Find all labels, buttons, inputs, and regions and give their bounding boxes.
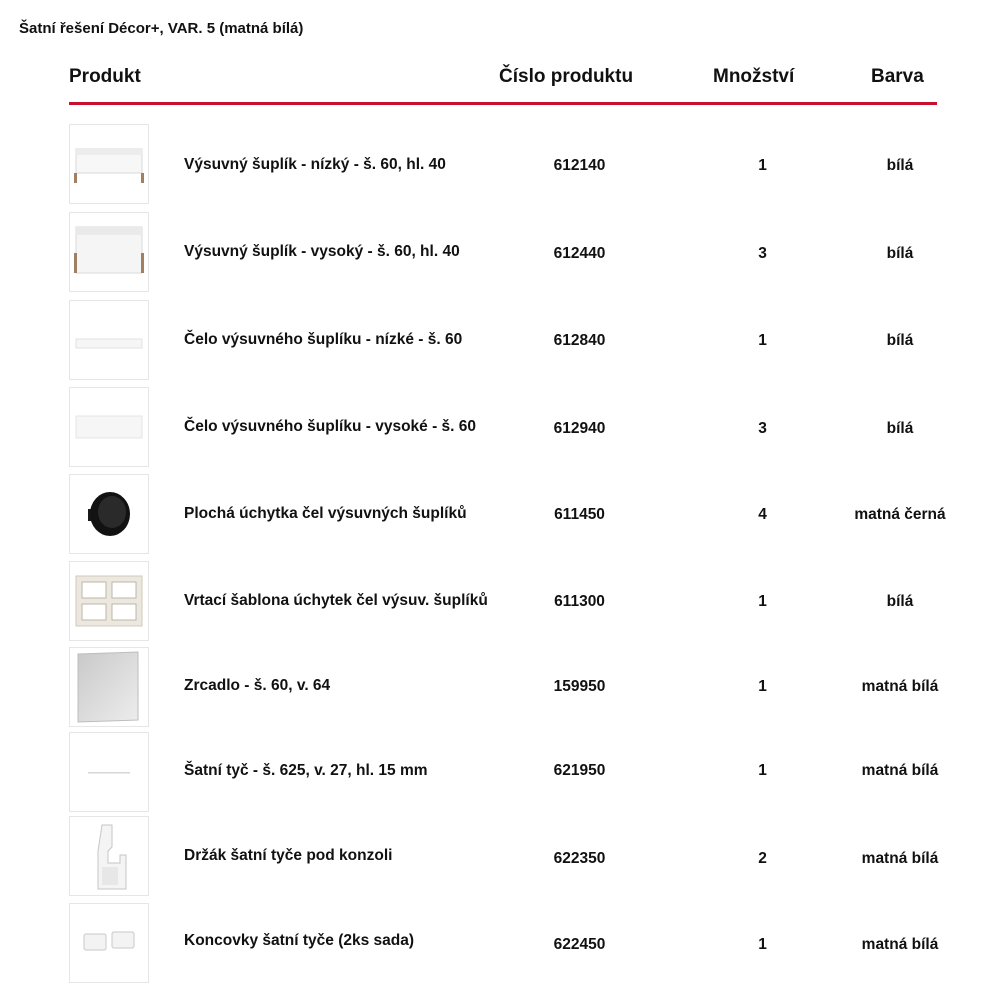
drawer-high-image — [69, 212, 149, 292]
header-product-code: Číslo produktu — [499, 66, 634, 87]
table-row — [0, 903, 1000, 985]
table-row — [0, 212, 1000, 294]
rail-end-caps-image — [69, 903, 149, 983]
drilling-template-image — [69, 561, 149, 641]
header-quantity: Množství — [713, 66, 795, 87]
product-quantity: 1 — [758, 157, 767, 174]
rail-holder-image — [69, 816, 149, 896]
table-row — [0, 387, 1000, 469]
header-color: Barva — [871, 66, 924, 87]
table-row — [0, 561, 1000, 643]
product-code: 612140 — [553, 157, 606, 174]
product-quantity: 2 — [758, 850, 767, 867]
product-quantity: 3 — [758, 245, 767, 262]
product-quantity: 3 — [758, 420, 767, 437]
product-quantity: 1 — [758, 762, 767, 779]
product-quantity: 1 — [758, 593, 767, 610]
product-name: Šatní tyč - š. 625, v. 27, hl. 15 mm — [184, 762, 428, 779]
product-color: bílá — [886, 593, 914, 610]
product-code: 611450 — [554, 506, 605, 523]
product-quantity: 4 — [758, 506, 767, 523]
product-name: Držák šatní tyče pod konzoli — [184, 847, 393, 864]
product-quantity: 1 — [758, 332, 767, 349]
product-name: Vrtací šablona úchytek čel výsuv. šuplíků — [184, 592, 488, 609]
header-divider — [69, 102, 937, 105]
product-color: matná bílá — [861, 936, 939, 953]
table-row — [0, 732, 1000, 814]
table-row — [0, 816, 1000, 898]
clothes-rail-image — [69, 732, 149, 812]
product-color: bílá — [886, 157, 914, 174]
table-row — [0, 647, 1000, 729]
table-header — [0, 66, 1000, 96]
product-name: Zrcadlo - š. 60, v. 64 — [184, 677, 331, 694]
product-code: 159950 — [553, 678, 606, 695]
product-name: Čelo výsuvného šuplíku - nízké - š. 60 — [184, 331, 463, 348]
header-product: Produkt — [69, 66, 141, 87]
table-row — [0, 474, 1000, 556]
product-name: Výsuvný šuplík - vysoký - š. 60, hl. 40 — [184, 243, 460, 260]
product-name: Koncovky šatní tyče (2ks sada) — [184, 932, 415, 949]
knob-handle-image — [69, 474, 149, 554]
product-quantity: 1 — [758, 936, 767, 953]
page-title: Šatní řešení Décor+, VAR. 5 (matná bílá) — [19, 20, 304, 37]
table-row — [0, 300, 1000, 382]
product-code: 612940 — [553, 420, 606, 437]
product-color: matná bílá — [861, 678, 939, 695]
product-name: Plochá úchytka čel výsuvných šuplíků — [184, 505, 467, 522]
product-color: bílá — [886, 245, 914, 262]
product-color: bílá — [886, 332, 914, 349]
product-color: matná bílá — [861, 850, 939, 867]
product-color: matná černá — [854, 506, 946, 523]
product-color: matná bílá — [861, 762, 939, 779]
product-color: bílá — [886, 420, 914, 437]
product-code: 622350 — [553, 850, 606, 867]
product-code: 612840 — [553, 332, 606, 349]
drawer-front-high-image — [69, 387, 149, 467]
table-row — [0, 124, 1000, 206]
product-name: Výsuvný šuplík - nízký - š. 60, hl. 40 — [184, 156, 446, 173]
drawer-front-low-image — [69, 300, 149, 380]
product-code: 622450 — [553, 936, 606, 953]
product-code: 621950 — [553, 762, 606, 779]
product-quantity: 1 — [758, 678, 767, 695]
mirror-image — [69, 647, 149, 727]
drawer-low-image — [69, 124, 149, 204]
product-code: 611300 — [554, 593, 605, 610]
product-code: 612440 — [553, 245, 606, 262]
product-name: Čelo výsuvného šuplíku - vysoké - š. 60 — [184, 418, 477, 435]
